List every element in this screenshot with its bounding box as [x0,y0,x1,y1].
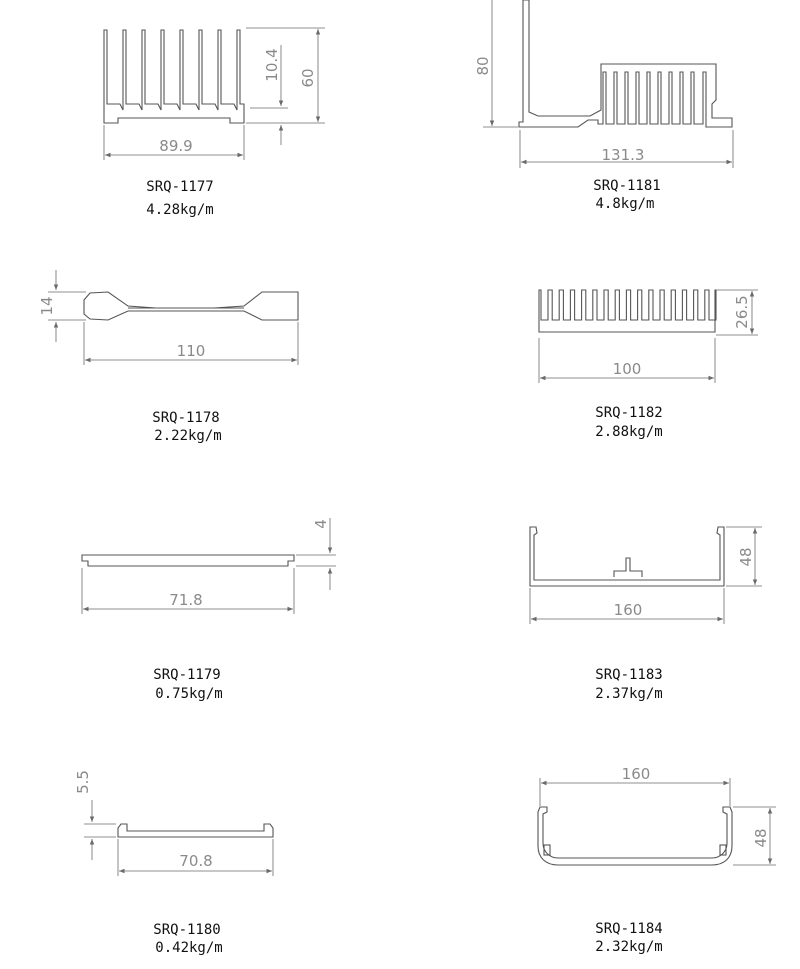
srq-1184-dim-width: 160 [621,765,651,783]
srq-1178-weight: 2.22kg/m [154,428,222,444]
srq-1184-dim-height: 48 [752,828,770,848]
srq-1184-dimension-lines [540,778,776,865]
srq-1179-dim-width: 71.8 [169,591,203,609]
srq-1184-code: SRQ-1184 [595,921,663,937]
srq-1178-code: SRQ-1178 [152,410,220,426]
profile-srq-1184 [538,765,776,955]
srq-1182-dim-width: 100 [612,360,642,378]
srq-1181-outline [519,0,732,127]
srq-1181-dimension-lines [483,0,733,168]
profile-srq-1182 [539,290,758,440]
srq-1178-outline [84,292,298,320]
srq-1183-dimension-lines [530,527,762,624]
srq-1179-dim-height: 4 [312,519,330,529]
srq-1179-weight: 0.75kg/m [155,686,223,702]
srq-1178-dimension-lines [48,270,298,365]
srq-1177-dim-fin-height: 10.4 [263,48,281,82]
srq-1181-dim-width: 131.3 [601,146,645,164]
srq-1180-outline [118,824,273,837]
srq-1177-dim-width: 89.9 [159,137,193,155]
srq-1180-dim-width: 70.8 [179,852,213,870]
srq-1181-weight: 4.8kg/m [595,196,655,212]
srq-1182-dim-height: 26.5 [733,295,751,329]
srq-1182-weight: 2.88kg/m [595,424,663,440]
srq-1177-outline [104,30,244,123]
profile-srq-1181 [474,0,733,212]
srq-1183-code: SRQ-1183 [595,667,663,683]
srq-1179-outline [82,555,294,566]
srq-1180-code: SRQ-1180 [153,922,221,938]
srq-1183-weight: 2.37kg/m [595,686,663,702]
srq-1182-outline [539,290,716,332]
srq-1177-dimension-lines [104,28,325,160]
profile-srq-1178 [38,270,298,444]
srq-1181-code: SRQ-1181 [593,178,661,194]
profile-srq-1179 [82,518,336,702]
srq-1183-outline [530,527,724,586]
srq-1183-dim-height: 48 [737,547,755,567]
srq-1181-dim-height: 80 [474,56,492,76]
srq-1184-weight: 2.32kg/m [595,939,663,955]
srq-1177-code: SRQ-1177 [146,179,214,195]
profile-srq-1183 [530,527,762,702]
srq-1182-code: SRQ-1182 [595,405,663,421]
srq-1180-dim-height: 5.5 [74,770,92,794]
srq-1183-dim-width: 160 [613,601,643,619]
srq-1177-weight: 4.28kg/m [146,202,214,218]
srq-1184-outline [538,807,732,865]
srq-1178-dim-height: 14 [38,296,56,316]
srq-1180-weight: 0.42kg/m [155,940,223,956]
profile-srq-1177 [104,28,325,218]
profile-srq-1180 [74,770,273,956]
srq-1177-dim-height: 60 [299,68,317,88]
srq-1179-code: SRQ-1179 [153,667,221,683]
srq-1178-dim-width: 110 [176,342,206,360]
